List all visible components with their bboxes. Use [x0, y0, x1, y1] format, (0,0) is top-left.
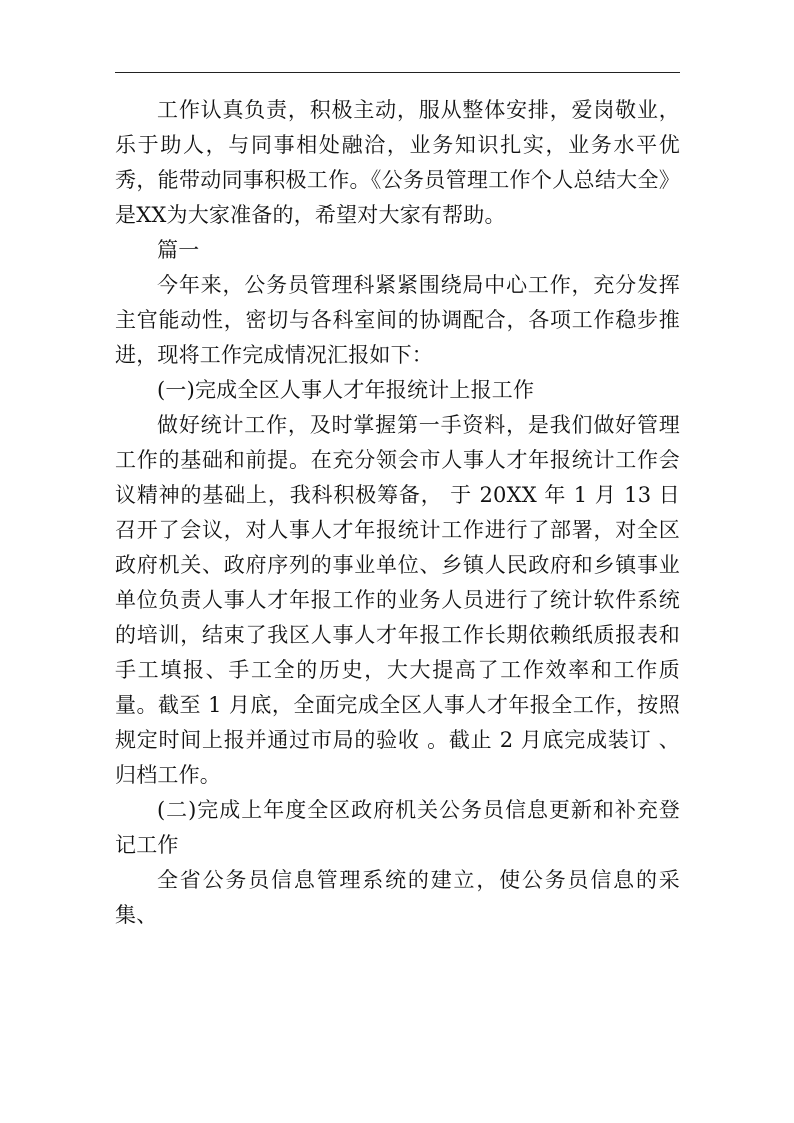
subheading-info-update: (二)完成上年度全区政府机关公务员信息更新和补充登记工作: [115, 798, 680, 857]
paragraph-intro: 工作认真负责，积极主动，服从整体安排，爱岗敬业，乐于助人，与同事相处融洽，业务知识扎实，业务水平优秀，能带动同事积极工作。《公务员管理工作个人总结大全》 是XX为大家准备的，希望对大家有帮助。: [115, 98, 680, 227]
subheading-annual-report: (一)完成全区人事人才年报统计上报工作: [157, 378, 535, 402]
section-heading-part-one: 篇一: [157, 238, 200, 262]
paragraph-overview: 今年来，公务员管理科紧紧围绕局中心工作，充分发挥主官能动性，密切与各科室间的协调配合，各项工作稳步推进，现将工作完成情况汇报如下：: [115, 273, 680, 367]
header-rule: [115, 72, 680, 73]
paragraph-info-system: 全省公务员信息管理系统的建立，使公务员信息的采集、: [115, 868, 680, 927]
document-body: [115, 93, 680, 933]
paragraph-annual-report: 做好统计工作，及时掌握第一手资料，是我们做好管理工作的基础和前提。在充分领会市人事人才年报统计工作会议精神的基础上，我科积极筹备， 于 20XX 年 1 月 13 日召开了会议，对人事人才年报统计工作进行了部署，对全区政府机关、政府序列的事业单位、乡镇人民政府和乡镇事业单位负责人事人才年报工作的业务人员进行了统计软件系统的培训，结束了我区人事人才年报工作长期依赖纸质报表和手工填报、手工全的历史，大大提高了工作效率和工作质量。截至 1 月底，全面完成全区人事人才年报全工作，按照规定时间上报并通过市局的验收 。截止 2 月底完成装订 、归档工作。: [115, 413, 680, 787]
